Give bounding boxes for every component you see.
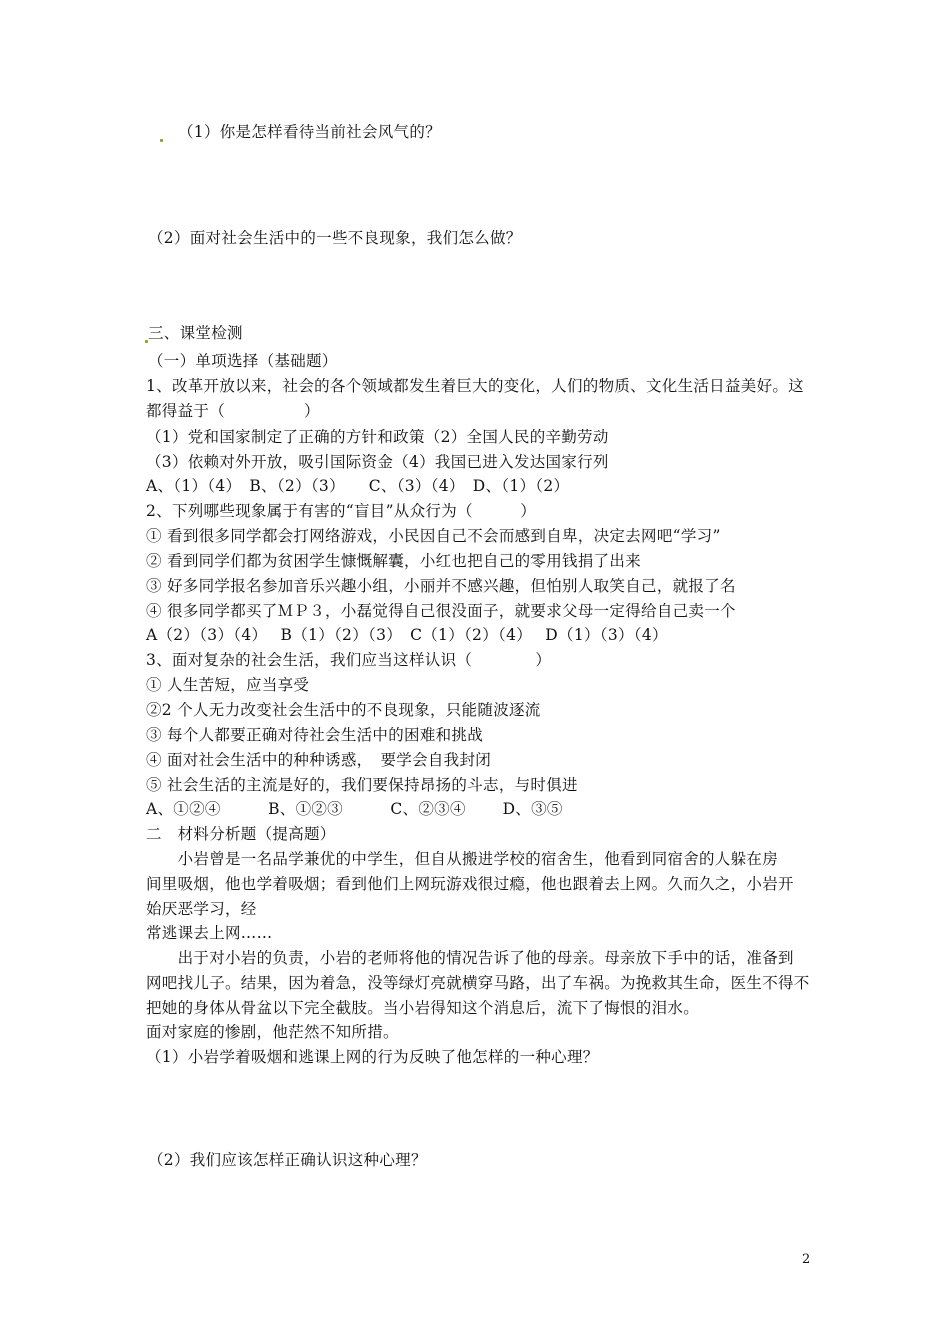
question-1-option-line-2: （3）依赖对外开放，吸引国际资金（4）我国已进入发达国家行列: [146, 453, 609, 471]
question-3-stem: 3、面对复杂的社会生活，我们应当这样认识（ ）: [146, 651, 552, 669]
question-2-item-2: ② 看到同学们都为贫困学生慷慨解囊，小红也把自己的零用钱捐了出来: [146, 552, 642, 570]
material-question-1: （1）小岩学着吸烟和逃课上网的行为反映了他怎样的一种心理？: [146, 1048, 599, 1066]
subsection-heading-single-choice: （一）单项选择（基础题）: [148, 352, 338, 370]
question-2-item-4: ④ 很多同学都买了ＭＰ３，小磊觉得自己很没面子，就要求父母一定得给自己卖一个: [146, 602, 736, 620]
question-2-item-1: ① 看到很多同学都会打网络游戏，小民因自己不会而感到自卑，决定去网吧“学习”: [146, 527, 721, 545]
question-3-item-3: ③ 每个人都要正确对待社会生活中的困难和挑战: [146, 726, 484, 744]
question-3-answers: A、①②④ B、①②③ C、②③④ D、③⑤: [146, 800, 563, 818]
material-question-2: （2）我们应该怎样正确认识这种心理？: [148, 1151, 427, 1169]
question-3-item-4: ④ 面对社会生活中的种种诱惑， 要学会自我封闭: [146, 751, 492, 769]
material-paragraph-1-line-3: 始厌恶学习，经: [146, 900, 257, 918]
question-2-item-3: ③ 好多同学报名参加音乐兴趣小组，小丽并不感兴趣，但怕别人取笑自己，就报了名: [146, 577, 736, 595]
question-1-stem-line-1: 1、改革开放以来，社会的各个领域都发生着巨大的变化，人们的物质、文化生活日益美好。这: [146, 377, 804, 395]
page-number: 2: [802, 1252, 811, 1267]
material-paragraph-1-line-4: 常逃课去上网……: [146, 924, 273, 942]
question-1-answers: A、（1）（4） B、（2）（3） C、（3）（4） D、（1）（2）: [146, 477, 570, 495]
question-3-item-2: ②2 个人无力改变社会生活中的不良现象，只能随波逐流: [146, 701, 541, 719]
section-heading-classroom-test: 三、课堂检测: [148, 324, 243, 342]
material-paragraph-2-line-3: 把她的身体从骨盆以下完全截肢。当小岩得知这个消息后，流下了悔恨的泪水。: [146, 999, 700, 1017]
material-paragraph-2-line-2: 网吧找儿子。结果，因为着急，没等绿灯亮就横穿马路，出了车祸。为挽救其生命，医生不得不: [146, 974, 810, 992]
question-1-stem-line-2: 都得益于（ ）: [146, 402, 320, 420]
section-heading-material-analysis: 二 材料分析题（提高题）: [146, 825, 336, 843]
question-1-option-line-1: （1）党和国家制定了正确的方针和政策（2）全国人民的辛勤劳动: [146, 428, 609, 446]
question-3-item-1: ① 人生苦短，应当享受: [146, 676, 310, 694]
material-paragraph-1-line-1: 小岩曾是一名品学兼优的中学生，但自从搬进学校的宿舍生，他看到同宿舍的人躲在房: [146, 850, 779, 868]
question-3-item-5: ⑤ 社会生活的主流是好的，我们要保持昂扬的斗志，与时俱进: [146, 776, 578, 794]
question-2-stem: 2、下列哪些现象属于有害的“盲目”从众行为（ ）: [146, 502, 537, 520]
ink-dot: [160, 139, 163, 142]
material-paragraph-1-line-2: 间里吸烟，他也学着吸烟；看到他们上网玩游戏很过瘾，他也跟着去上网。久而久之，小岩开: [146, 875, 794, 893]
question-2-answers: A（2）（3）（4） B（1）（2）（3） C（1）（2）（4） D（1）（3）（4）: [146, 626, 668, 644]
intro-question-2: （2）面对社会生活中的一些不良现象，我们怎么做？: [148, 229, 522, 247]
material-paragraph-2-line-4: 面对家庭的惨剧，他茫然不知所措。: [146, 1023, 399, 1041]
material-paragraph-2-line-1: 出于对小岩的负责，小岩的老师将他的情况告诉了他的母亲。母亲放下手中的话，准备到: [146, 949, 794, 967]
intro-question-1: （1）你是怎样看待当前社会风气的？: [178, 123, 441, 141]
